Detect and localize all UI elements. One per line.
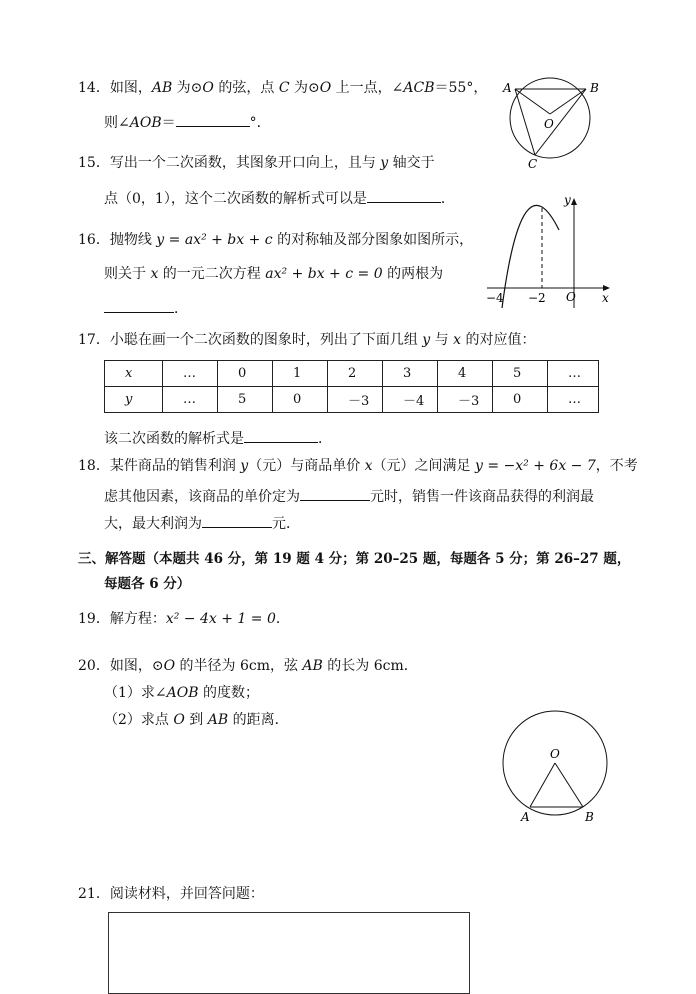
table-cell: －4 (383, 387, 438, 413)
table-cell: 5 (493, 361, 548, 387)
radius-ob (555, 763, 583, 807)
answer-blank[interactable] (104, 298, 174, 313)
chord-bc (535, 89, 586, 155)
section-title: 三、解答题 (78, 551, 146, 567)
label-x: x (602, 291, 609, 305)
table-cell: 0 (493, 387, 548, 413)
q20-sub1: （1）求∠AOB 的度数； (104, 685, 259, 701)
q21: 21．阅读材料，并回答问题： (78, 886, 264, 902)
section3-header: 三、解答题（本题共 46 分，第 19 题 4 分；第 20–25 题，每题各 5 分；第 26–27 题， (78, 551, 631, 567)
q14-line2: 则∠AOB＝ °． (104, 112, 271, 133)
radius-ob (550, 89, 586, 114)
q16-line1: 16．抛物线 y = ax² + bx + c 的对称轴及部分图象如图所示， (78, 232, 474, 248)
q14-figure (498, 70, 608, 170)
table-row-x (105, 361, 599, 387)
q16-figure (482, 190, 622, 315)
label-m2: −2 (528, 291, 546, 305)
table-cell: 5 (218, 387, 273, 413)
table-cell: y (105, 387, 163, 413)
table-cell: 0 (218, 361, 273, 387)
table-cell: 3 (383, 361, 438, 387)
answer-blank[interactable] (244, 428, 318, 443)
table-cell: －3 (328, 387, 383, 413)
q18-line1: 18．某件商品的销售利润 y（元）与商品单价 x（元）之间满足 y = −x² + 6x − 7，不考 (78, 458, 638, 474)
radius-oa (530, 763, 555, 807)
reading-material-box (108, 912, 470, 994)
table-cell: 2 (328, 361, 383, 387)
answer-blank[interactable] (202, 513, 272, 528)
q16-line3: ． (104, 298, 188, 319)
label-b: B (585, 810, 594, 824)
table-row-y (105, 387, 599, 413)
table-cell: … (548, 387, 599, 413)
q20-line1: 20．如图，⊙O 的半径为 6cm，弦 AB 的长为 6cm． (78, 658, 418, 674)
table-cell: … (548, 361, 599, 387)
q20-sub2: （2）求点 O 到 AB 的距离． (104, 712, 289, 728)
q17-after: 该二次函数的解析式是 ． (104, 428, 332, 449)
label-a: A (503, 81, 512, 95)
radius-oa (515, 89, 550, 114)
label-b: B (590, 81, 599, 95)
answer-blank[interactable] (367, 188, 441, 203)
answer-blank[interactable] (300, 486, 370, 501)
label-a: A (521, 810, 530, 824)
table-cell: x (105, 361, 163, 387)
value-table (104, 360, 599, 413)
y-axis-arrow (571, 198, 577, 205)
answer-blank[interactable] (176, 112, 250, 127)
label-m4: −4 (486, 291, 504, 305)
label-o: O (566, 290, 576, 304)
label-o: O (544, 117, 554, 131)
section3-header-cont: 每题各 6 分） (104, 576, 191, 592)
q18-line2: 虑其他因素，该商品的单价定为 元时，销售一件该商品获得的利润最 (104, 486, 594, 507)
q20-figure (498, 705, 618, 830)
table-cell: －3 (438, 387, 493, 413)
q15-line1: 15．写出一个二次函数，其图象开口向上，且与 y 轴交于 (78, 155, 435, 171)
q19: 19．解方程：x² − 4x + 1 = 0． (78, 611, 290, 627)
table-cell: 1 (273, 361, 328, 387)
q17-line1: 17．小聪在画一个二次函数的图象时，列出了下面几组 y 与 x 的对应值： (78, 332, 536, 348)
q15-line2: 点（0，1），这个二次函数的解析式可以是 ． (104, 188, 455, 209)
table-cell: … (163, 387, 218, 413)
table-cell: … (163, 361, 218, 387)
chord-ac (515, 89, 535, 155)
label-c: C (528, 157, 538, 170)
table-cell: 4 (438, 361, 493, 387)
q18-line3: 大，最大利润为 元． (104, 513, 300, 534)
q16-line2: 则关于 x 的一元二次方程 ax² + bx + c = 0 的两根为 (104, 266, 444, 282)
table-cell: 0 (273, 387, 328, 413)
label-o: O (550, 747, 560, 761)
q14-line1: 14．如图，AB 为⊙O 的弦，点 C 为⊙O 上一点，∠ACB＝55°， (78, 80, 488, 96)
label-y: y (564, 193, 571, 207)
